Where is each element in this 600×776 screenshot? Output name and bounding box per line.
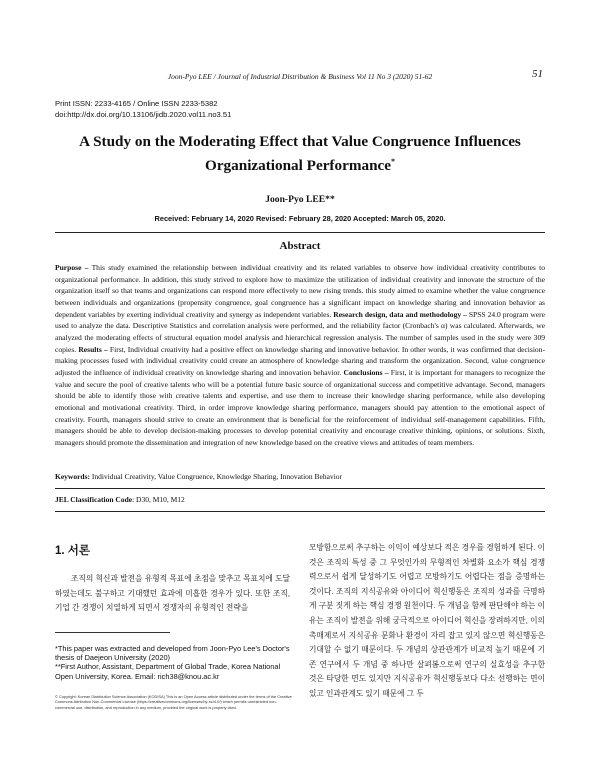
title-line-1: A Study on the Moderating Effect that Value Congruence Influences — [79, 133, 521, 150]
conclusions-text: First, it is important for managers to recognize the value and secure the pool of creative talents who will be a potential future basic source of organizational success and competitive advantage. Second, managers should be able to identify those with creative talents and expertise, and use them to increase their knowledge sharing performance, while also developing emotional and motivational creativity. Third, in order improve knowledge sharing performance, managers should pay attention to the emotional aspect of creativity. Fourth, managers should strive to create an environment that is beneficial for the reinforcement of individual self-management capabilities. Fifth, managers should be able to develop decision-making processes to develop potential creativity and encourage creative thinking, opinions, or solutions. Sixth, managers should promote the dissemination and integration of new knowledge based on the creative views and attitudes of team members. — [55, 367, 545, 447]
keywords-text: Individual Creativity, Value Congruence, Knowledge Sharing, Innovation Behavior — [90, 472, 343, 481]
author-line: Joon-Pyo LEE** — [265, 194, 335, 205]
doi-line[interactable]: doi:http://dx.doi.org/10.13106/jidb.2020.vol11.no3.51 — [55, 110, 232, 119]
issn-block — [55, 98, 231, 120]
footnote-2: **First Author, Assistant, Department of Global Trade, Korea National Open University, Korea. Email: rich38@knou.ac.kr — [55, 662, 281, 681]
issn-line: Print ISSN: 2233-4165 / Online ISSN 2233-5382 — [55, 99, 218, 108]
abstract-body — [55, 262, 545, 449]
jel-text: : D30, M10, M12 — [132, 495, 185, 504]
intro-left-column: 조직의 혁신과 발전을 유형적 목표에 초점을 맞추고 목표치에 도달하였는데도 불구하고 기대했던 효과에 미흡한 경우가 있다. 또한 조직, 기업 간 경쟁이 치열하게 되면서 경쟁자의 유형적인 전략을 — [55, 574, 290, 613]
purpose-label: Purpose – — [55, 263, 89, 272]
copyright-notice: © Copyright: Korean Distribution Science Association (KODISA) This is an Open Access article distributed under the terms of the Creative Commons Attribution Non-Commercial License (https://creativecommons.org/licenses/by-nc/4.0/) which permits unrestricted non-commercial use, distribution, and reproduction in any medium, provided the original work is properly cited. — [55, 694, 292, 710]
intro-right-column: 모방함으로써 추구하는 이익이 예상보다 적은 경우를 경험하게 된다. 이것은 조직의 특성 중 그 무엇인가의 무형적인 차별화 요소가 핵심 경쟁력으로서 쉽게 달성하기도 어렵고 모방하기도 어렵다는 점을 증명하는 것이다. 조직의 지식공유와 아이디어 혁신행동은 조직의 성과를 극명하게 구분 짓게 하는 핵심 경쟁 원천이다. 두 개념을 함께 판단해야 하는 이유는 조직이 발전을 위해 궁극적으로 아이디어 혁신을 장려하지만, 이의 촉매제로서 지식공유 문화나 환경이 자리 잡고 있지 않으면 혁신행동은 기대할 수 없기 때문이다. 두 개념의 상관관계가 비교적 높기 때문에 기존 연구에서 두 개념 중 하나만 살펴봄으로써 연구의 실효성을 추구한 것은 타당한 면도 있지만 지식공유가 혁신행동보다 다소 선행하는 면이 있고 인과관계도 있기 때문에 그 두 — [309, 543, 545, 698]
running-header: Joon-Pyo LEE / Journal of Industrial Distribution & Business Vol 11 No 3 (2020) 51-62 — [167, 72, 433, 81]
footnote-rule — [55, 632, 170, 633]
keywords-label: Keywords: — [55, 472, 90, 481]
page-number: 51 — [532, 68, 543, 80]
jel-rule — [55, 511, 545, 512]
footnotes — [55, 644, 295, 681]
results-text: First, Individual creativity had a positive effect on knowledge sharing and innovative behavior. In other words, it was confirmed that decision-making processes fused with individual creativity could create an atmosphere of knowledge sharing and transform the organization. Second, value congruence adjusted the influence of individual creativity on knowledge sharing and innovation behavior. — [55, 344, 545, 377]
results-label: Results – — [78, 344, 108, 354]
keywords-line — [55, 472, 545, 481]
method-text: SPSS 24.0 program were used to analyze the data. Descriptive Statistics and correlation analysis were performed, and the reliability factor (Cronbach's α) was calculated. Afterwards, we analyzed the moderating effects of structural equation model analysis and hierarchical regression analysis. The number of samples used in the study were 309 copies. — [55, 309, 545, 354]
section-heading: 1. 서론 — [55, 545, 91, 557]
dates-line: Received: February 14, 2020 Revised: February 28, 2020 Accepted: March 05, 2020. — [154, 214, 446, 223]
title-line-2: Organizational Performance — [205, 157, 391, 175]
abstract-heading: Abstract — [279, 240, 321, 252]
purpose-text: This study examined the relationship between individual creativity and its related variables to observe how individual creativity contributes to organizational performance. In addition, this study strived to explore how to maximize the utilization of individual creativity and innovate the structure of the organization itself so that teams and organizations can respond more effectively to new rising trends. this study aimed to examine whether the value congruence between individuals and organizations (propensity congruence, goal congruence has a significant impact on knowledge sharing and innovation behavior as dependent variables by exerting individual creativity and synergy as independent variables. — [55, 263, 545, 319]
paper-title — [40, 132, 560, 176]
jel-line — [55, 495, 545, 504]
title-footnote-mark: * — [391, 157, 395, 166]
jel-label: JEL Classification Code — [55, 495, 133, 504]
keywords-rule — [55, 488, 545, 489]
footnote-1: *This paper was extracted and developed from Joon-Pyo Lee's Doctor's thesis of Daejeon University (2020) — [55, 644, 290, 663]
conclusions-label: Conclusions – — [343, 367, 389, 377]
method-label: Research design, data and methodology – — [333, 309, 467, 319]
abstract-top-rule — [55, 232, 545, 233]
